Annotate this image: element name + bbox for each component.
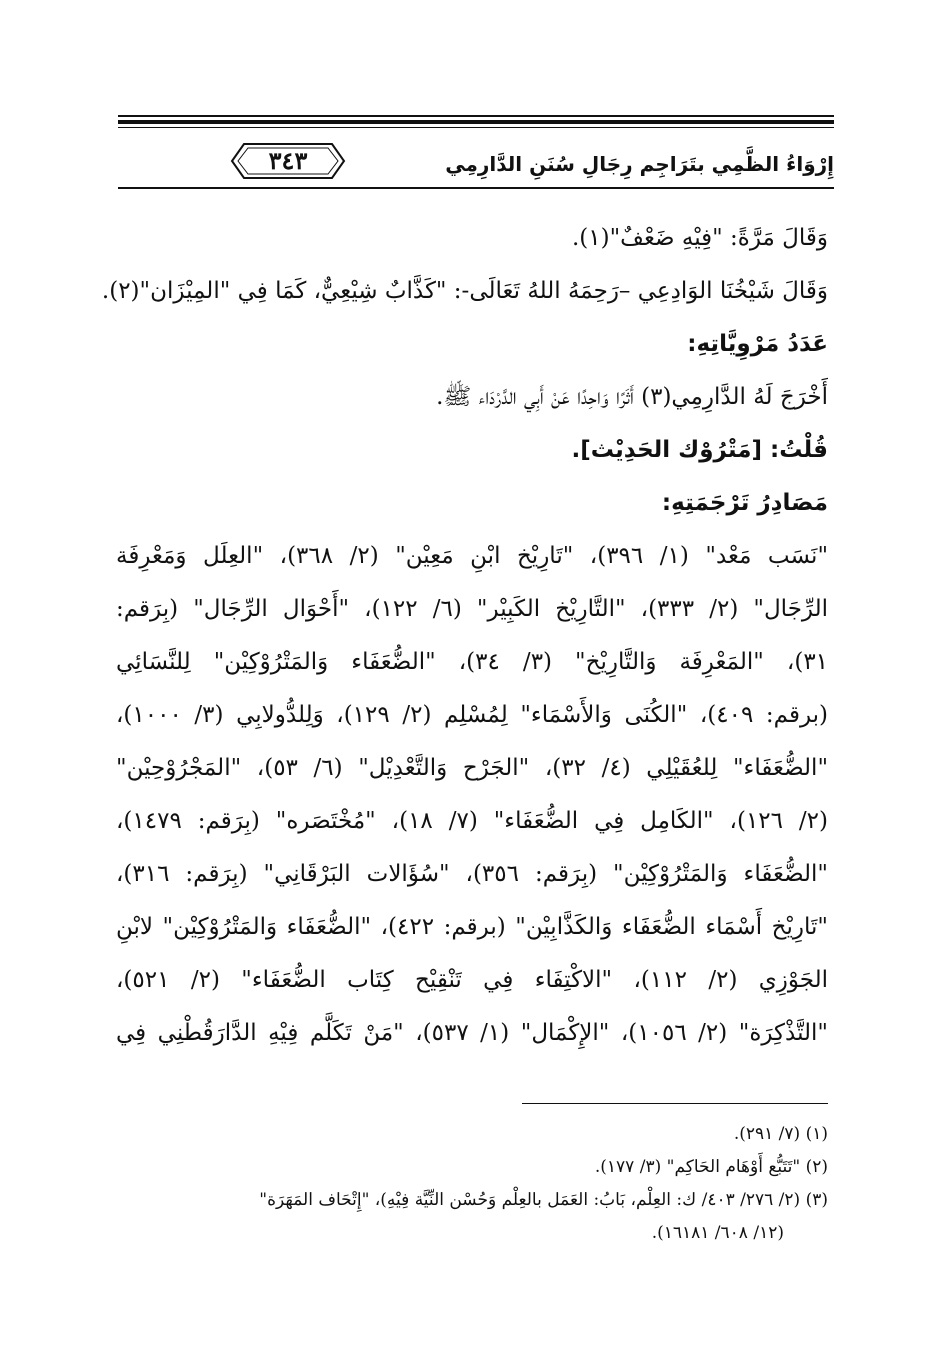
text-line: وَقَالَ شَيْخُنَا الوَادِعِي –رَحِمَهُ اللهُ تَعَالَى-: "كَذَّابٌ شِيْعِيٌّ، كَمَا فِي "المِيْزَان"(٢). <box>101 278 828 304</box>
page-header <box>118 130 834 192</box>
rule-thin-top <box>118 115 834 117</box>
header-underline <box>118 187 834 189</box>
running-title: إِرْوَاءُ الظَّمِي بتَرَاجِم رِجَالِ سُنَنِ الدَّارِمِي <box>445 152 834 176</box>
sources-line: "الضُّعَفَاء وَالمَتْرُوْكِيْن" (بِرَقم: ٣٥٦)، "سُؤَالات البَرْقَانِي" (بِرَقم: ٣١٦)، <box>116 861 828 887</box>
section-heading-sources: مَصَادِرُ تَرْجَمَتِهِ: <box>661 490 828 516</box>
sources-line: "نَسَب مَعْد" (١/ ٣٩٦)، "تَارِيْخ ابْنِ مَعِيْن" (٢/ ٣٦٨)، "العِلَل وَمَعْرِفَة <box>116 543 829 569</box>
sources-line: "التَّذْكِرَة" (٢/ ١٠٥٦)، "الإِكْمَال" (١/ ٥٣٧)، "مَنْ تَكَلَّم فِيْهِ الدَّارَقُطْنِي فِي <box>116 1020 828 1046</box>
text-line: أَخْرَجَ لَهُ الدَّارِمِي(٣) أَثَرًا وَاحِدًا عَنْ أَبِي الدَّرْدَاء ﷺ. <box>436 384 828 410</box>
sources-line: "الضُّعَفَاء" لِلعُقَيْلِي (٤/ ٣٢)، "الجَرْح وَالتَّعْدِيْل" (٦/ ٥٣)، "المَجْرُوْحِيْن" <box>116 755 829 781</box>
sources-line: "تَارِيْخ أَسْمَاء الضُّعَفَاء وَالكَذَّابِيْن" (برقم: ٤٢٢)، "الضُّعَفَاء وَالمَتْرُوْكِيْن" لابْنِ <box>116 914 828 940</box>
page-number-badge <box>230 142 346 180</box>
footnote-1: (١) (٧/ ٢٩١). <box>733 1124 828 1144</box>
sources-line: (برقم: ٤٠٩)، "الكُنَى وَالأَسْمَاء" لِمُسْلِم (٢/ ١٢٩)، وَلِلدُّولابِي (٣/ ١٠٠٠)، <box>116 702 829 728</box>
footnote-2: (٢) "تَتَبُّع أَوْهَام الحَاكِم" (٣/ ١٧٧). <box>594 1157 828 1177</box>
sources-line: الجَوْزِي (٢/ ١١٢)، "الاكْتِفَاء فِي تَنْقِيْح كِتَاب الضُّعَفَاء" (٢/ ٥٢١)، <box>116 967 829 993</box>
sources-line: الرِّجَال" (٢/ ٣٣٣)، "التَّارِيْخ الكَبِيْر" (٦/ ١٢٢)، "أَحْوَال الرِّجَال" (بِرَقم: <box>116 596 829 622</box>
rule-thick <box>118 120 834 124</box>
footnote-3-continued: (١٢/ ٦٠٨/ ١٦١٨١). <box>651 1223 784 1243</box>
text-line: وَقَالَ مَرَّةً: "فِيْهِ ضَعْفٌ"(١). <box>571 225 828 251</box>
sources-line: (٢/ ١٢٦)، "الكَامِل فِي الضُّعَفَاء" (٧/ ١٨)، "مُخْتَصَره" (بِرَقم: ١٤٧٩)، <box>116 808 829 834</box>
section-heading-count: عَدَدُ مَرْوِيَّاتِهِ: <box>687 331 828 357</box>
rule-thin-bottom <box>118 127 834 128</box>
footnote-3: (٣) (٢/ ٢٧٦/ ٤٠٣/ ك: العِلْم، بَابُ: العَمَل بالعِلْم وَحُسْن النِّيَّة فِيْهِ)، "إِتْحَاف المَهَرَة" <box>259 1190 828 1210</box>
page-number: ٣٤٣ <box>268 146 308 175</box>
main-text <box>101 212 829 1060</box>
verdict-line: قُلْتُ: [مَتْرُوْك الحَدِيْث]. <box>571 437 828 463</box>
footnote-separator <box>522 1103 828 1104</box>
footnotes <box>116 1118 828 1250</box>
sources-line: ٣١)، "المَعْرِفَة وَالتَّارِيْخ" (٣/ ٣٤)، "الضُّعَفَاء وَالمَتْرُوْكِيْن" لِلنَّسَائِي <box>116 649 829 675</box>
header-double-rule <box>118 115 834 129</box>
